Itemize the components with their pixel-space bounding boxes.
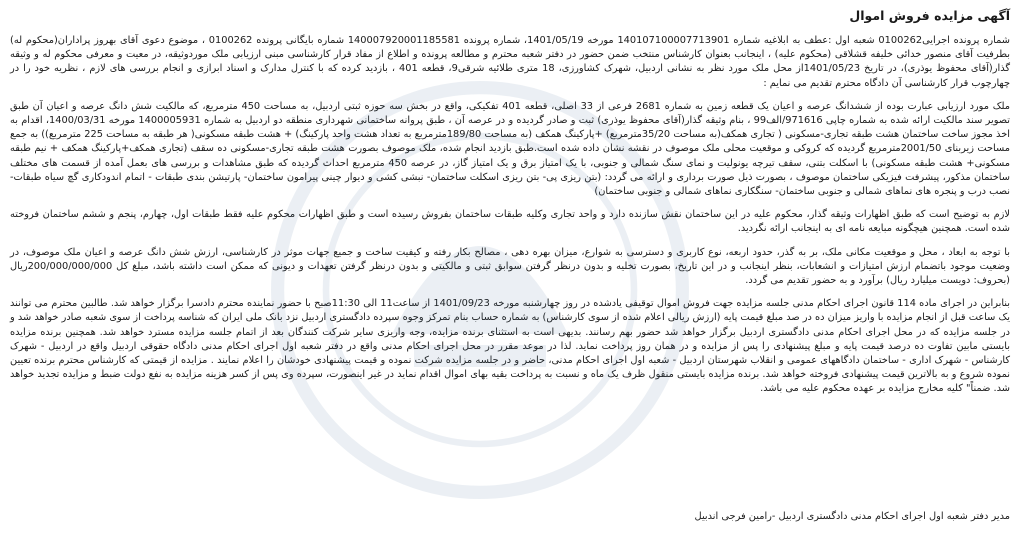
- paragraph-property-description: ملک مورد ارزیابی عبارت بوده از ششدانگ عرصه و اعیان یک قطعه زمین به شماره 2681 فرعی از 33 اصلی، قطعه 401 تفکیکی، واقع در بخش سه حوزه ثبتی اردبیل، به مساحت 450 مترمربع، که مالکیت شش دانگ عرصه و اعیان آن طبق تصویر سند مالکیت ارائه شده به شماره چاپی 971616/الف99 ، بنام وثیقه گذار(آقای محفوظ یوذری) ثبت و صادر گردیده و در عرصه آن ، طبق پروانه ساختمانی شهرداری منطقه دو اردبیل به شماره 1400005931 مورخه 1400/03/31، اقدام به اخذ مجوز ساخت ساختمان هشت طبقه تجاری-مسکونی ( تجاری همکف(به مساحت 35/20مترمربع) +پارکینگ همکف (به مساحت 189/80مترمربع به تعداد هشت واحد پارکینگ) + هشت طبقه مسکونی( هر طبقه به مساحت 225 مترمربع)) به جمع مساحت زیربنای 2001/50مترمربع گردیده که کروکی و موقعیت محلی ملک موصوف در نقشه نشان داده شده است.طبق بازدید انجام شده، ملک موصوف بصورت هشت طبقه تجاری-مسکونی ده سقف (تجاری همکف+پارکینگ همکف + نیم طبقه مسکونی+ هشت طبقه مسکونی) با اسکلت بتنی، سقف تیرچه یونولیت و نمای سنگ شمالی و جنوبی، با یک امتیاز برق و یک امتیاز گاز، در عرصه 450 مترمربع احداث گردیده که طبق مشاهدات و بررسی های بعمل آمده از قسمت های مختلف ساختمان مذکور، پیشرفت فیزیکی ساختمان موصوف ، بصورت ذیل صورت برداری و ارائه می گردد: (بتن ریزی پی- بتن ریزی اسکلت ساختمان- نبشی کشی و دیوار چینی پیرامون ساختمان- پارتیشن بندی طبقات - اتمام اندودکاری گچ سیاه طبقات- نصب درب و پنجره های نماهای شمالی و جنوبی ساختمان- سنگکاری نماهای شمالی و جنوبی ساختمان): [10, 100, 1011, 198]
- notice-title: آگهی مزایده فروش اموال: [849, 8, 1010, 23]
- paragraph-case-intro: شماره پرونده اجرایی0100262 شعبه اول :عطف به ابلاغیه شماره 140107100007713901 مورخه 1401/05/19، شماره پرونده 140007920001185581 شماره بایگانی پرونده 0100262 ، موضوع دعوی آقای بهروز پراداران(محکوم له) بطرفیت آقای منصور خدائی خلیفه قشلاقی (محکوم علیه) ، اینجانب بعنوان کارشناس منتخب ضمن حضور در دفتر شعبه محترم و مطالعه پرونده و اطلاع از مفاد قرار کارشناسی مبنی ارزیابی ملک موردوثیقه، در معیت و معرفی محکوم له و وثیقه گذار(آقای محفوظ یوذری)، در تاریخ 1401/05/23از محل ملک مورد نظر به نشانی اردبیل، شهرک کشاورزی، 18 متری طلائیه شرقی9، قطعه 401 ، بازدید کرده که با کنترل مدارک و اسناد ابرازی و انجام بررسی های لازم ، نظریه خود را در چهارچوب قرار کارشناسی آن دادگاه محترم تقدیم می نمایم :: [10, 35, 1011, 89]
- paragraph-valuation: با توجه به ابعاد ، محل و موقعیت مکانی ملک، بر به گذر، حدود اربعه، نوع کاربری و دسترسی به شوارع، میزان بهره دهی ، مصالح بکار رفته و کیفیت ساخت و جمیع جهات موثر در کارشناسی، ارزش شش دانگ عرصه و اعیان ملک موصوف، در وضعیت موجود باتضمام ارزش امتیازات و انشعابات، بنظر اینجانب و در این تاریخ، بصورت تخلیه و بدون درنظر گرفتن سوابق ثبتی و مالکیتی و بدون درنظر گرفتن تعهدات و دیونی که ممکن است داشته باشد، مبلغ کل 200/000/000/000ریال (بحروف: دویست میلیارد ریال) برآورد و به حضور تقدیم می گردد.: [10, 246, 1010, 287]
- paragraph-explanation: لازم به توضیح است که طبق اظهارات وثیقه گذار، محکوم علیه در این ساختمان نقش سازنده دارد و واحد تجاری وکلیه طبقات ساختمان بفروش رسیده است و طبق اظهارات محکوم علیه فقط طبقات اول، چهارم، پنجم و ششم ساختمان فروخته شده است. همچنین هیچگونه مبایعه نامه ای به اینجانب ارائه نگردید.: [10, 209, 1010, 235]
- paragraph-auction-terms: بنابراین در اجرای ماده 114 قانون اجرای احکام مدنی جلسه مزایده جهت فروش اموال توقیفی یادشده در روز چهارشنبه مورخه 1401/09/23 از ساعت11 الی 11:30صبح با حضور نماینده محترم دادسرا برگزار خواهد شد. طالبین محترم می توانند یک ساعت قبل از انجام مزایده با واریز میزان ده در صد مبلغ قیمت پایه (ارزش ریالی اعلام شده از سوی کارشناس) به شماره حساب بنام تمرکز وجوه سپرده دادگستری اردبیل نزد بانک ملی ایران که شناسه پرداخت از سوی شعبه صادر خواهد شد و در جلسه مزایده که در محل اجرای احکام مدنی دادگستری اردبیل برگزار خواهد شد حضور بهم رسانند. بدیهی است به استثنای برنده مزایده، وجه واریزی سایر شرکت کنندگان بعد از اتمام جلسه مزایده مسترد خواهد شد. همچنین برنده مزایده بایستی مابین تفاوت ده درصد قیمت پایه و مبلغ پیشنهادی را پس از مزایده و در همان روز پرداخت نماید. لذا در موعد مقرر در محل اجرای احکام مدنی واقع در دفتر شعبه اول اجرای احکام مدنی دادگاه حقوقی اردبیل واقع در اردبیل - شهرک کارشناس - شهرک اداری - ساختمان دادگاههای عمومی و انقلاب شهرستان اردبیل - شعبه اول اجرای احکام مدنی، حاضر و در جلسه مزایده شرکت نموده و قیمت پیشنهادی خودشان را اعلام نمایند . مزایده از قیمتی که کارشناس محترم برنده تعیین نموده شروع و به بالاترین قیمت پیشنهادی فروخته خواهد شد. برنده مزایده بایستی منقول ظرف یک ماه و نسبت به پرداخت بقیه بهای اموال اقدام نماید در غیر اینصورت، سپرده وی پس از کسر هزینه مزایده به نفع دولت ضبط و مزایده تجدید خواهد شد. ضمناً" کلیه مخارج مزایده بر عهده محکوم علیه می باشد.: [10, 298, 1010, 395]
- signature-line: مدیر دفتر شعبه اول اجرای احکام مدنی دادگستری اردبیل -رامین فرجی اندبیل: [694, 511, 1010, 522]
